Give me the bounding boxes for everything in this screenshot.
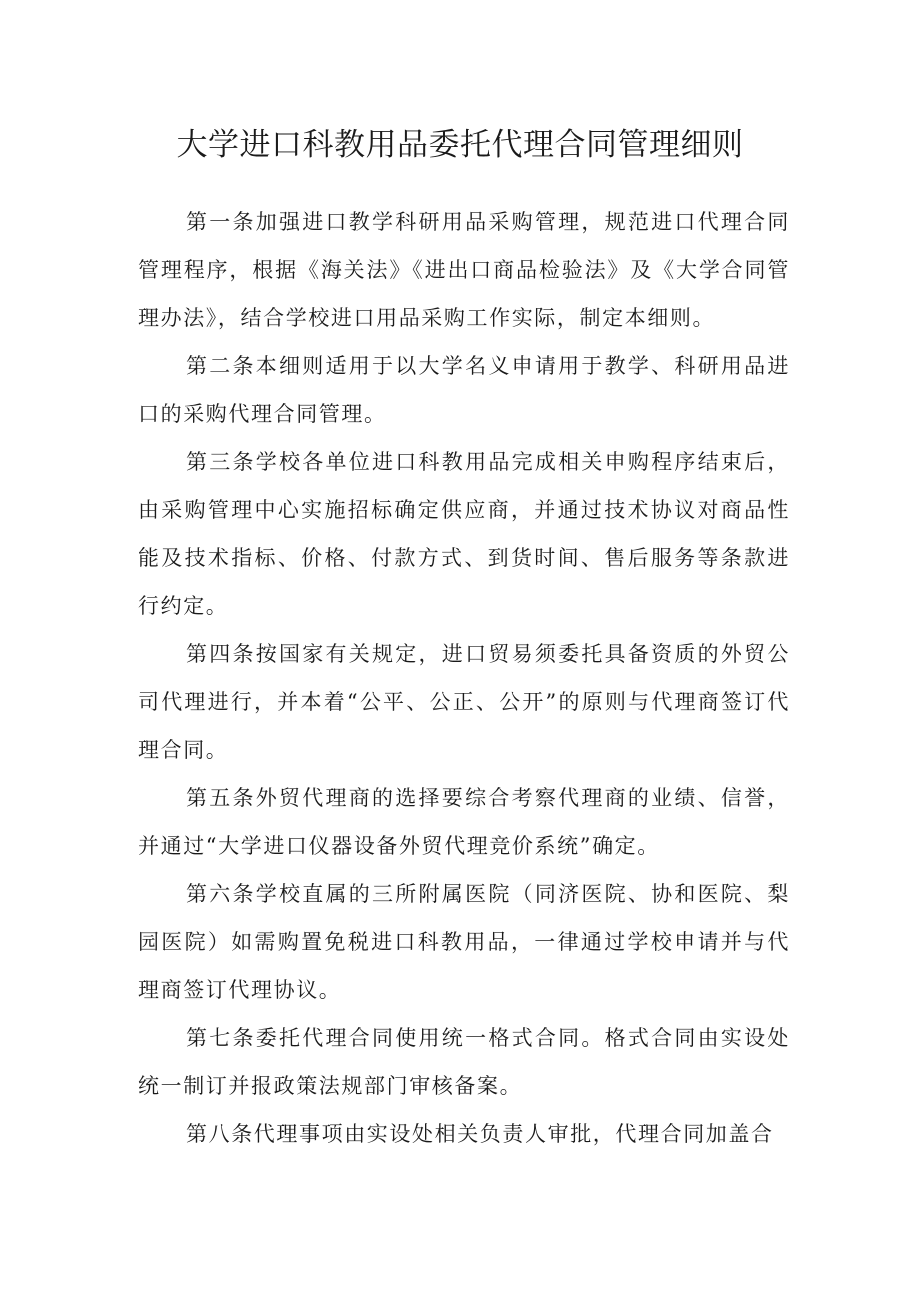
document-body bbox=[138, 198, 790, 1158]
article-8: 第八条代理事项由实设处相关负责人审批，代理合同加盖合 bbox=[186, 1122, 774, 1146]
article-2: 第二条本细则适用于以大学名义申请用于教学、科研用品进口的采购代理合同管理。 bbox=[138, 354, 790, 426]
article-6: 第六条学校直属的三所附属医院（同济医院、协和医院、梨园医院）如需购置免税进口科教用品，一律通过学校申请并与代理商签订代理协议。 bbox=[138, 882, 790, 1002]
article-1: 第一条加强进口教学科研用品采购管理，规范进口代理合同管理程序，根据《海关法》《进出口商品检验法》及《大学合同管理办法》，结合学校进口用品采购工作实际，制定本细则。 bbox=[138, 210, 790, 330]
article-5: 第五条外贸代理商的选择要综合考察代理商的业绩、信誉，并通过“大学进口仪器设备外贸代理竞价系统”确定。 bbox=[138, 786, 790, 858]
article-7: 第七条委托代理合同使用统一格式合同。格式合同由实设处统一制订并报政策法规部门审核备案。 bbox=[138, 1026, 790, 1098]
document-title: 大学进口科教用品委托代理合同管理细则 bbox=[176, 127, 744, 163]
article-4: 第四条按国家有关规定，进口贸易须委托具备资质的外贸公司代理进行，并本着“公平、公正、公开”的原则与代理商签订代理合同。 bbox=[138, 642, 790, 762]
article-3: 第三条学校各单位进口科教用品完成相关申购程序结束后，由采购管理中心实施招标确定供应商，并通过技术协议对商品性能及技术指标、价格、付款方式、到货时间、售后服务等条款进行约定。 bbox=[138, 450, 790, 618]
